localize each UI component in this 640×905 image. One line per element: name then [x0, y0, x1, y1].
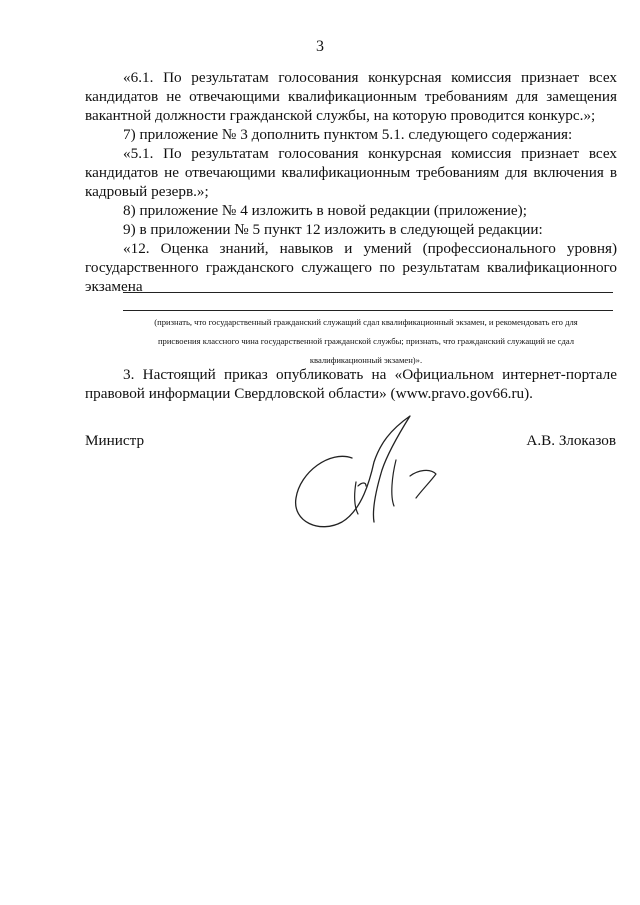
footnote-line-1: (признать, что государственный гражданский служащий сдал квалификационный экзамен, и рекомендовать его для: [154, 317, 578, 327]
page-number: 3: [316, 38, 324, 55]
handwritten-signature: [290, 410, 450, 535]
paragraph-item-7: 7) приложение № 3 дополнить пунктом 5.1. следующего содержания:: [123, 126, 573, 143]
signatory-name: А.В. Злоказов: [526, 432, 616, 449]
paragraph-12: «12. Оценка знаний, навыков и умений (профессионального уровня) государственного гражданского служащего по результатам квалификационного экзамена: [85, 240, 617, 295]
signatory-title: Министр: [85, 432, 145, 449]
footnote-caption: [105, 313, 627, 370]
blank-line-1: [123, 292, 613, 293]
blank-line-2: [123, 310, 613, 311]
paragraph-item-9: 9) в приложении № 5 пункт 12 изложить в следующей редакции:: [123, 221, 543, 238]
signature-stroke-loop: [296, 416, 410, 527]
document-body: [85, 68, 617, 296]
footnote-line-2: присвоения классного чина государственной гражданской службы; признать, что гражданский служащий не сдал: [157, 336, 575, 346]
paragraph-6-1: «6.1. По результатам голосования конкурсная комиссия признает всех кандидатов не отвечающими квалификационным требованиям для замещения вакантной должности гражданской службы, на которую проводится конкурс.»;: [85, 69, 617, 124]
paragraph-5-1: «5.1. По результатам голосования конкурсная комиссия признает всех кандидатов не отвечающими квалификационным требованиям для включения в кадровый резерв.»;: [85, 145, 617, 200]
signature-stroke-tail: [392, 460, 436, 506]
paragraph-3-text: 3. Настоящий приказ опубликовать на «Официальном интернет-портале правовой информации Свердловской области» (www.pravo.gov66.ru).: [85, 366, 617, 402]
footnote-line-3: квалификационный экзамен)».: [309, 355, 423, 365]
paragraph-item-8: 8) приложение № 4 изложить в новой редакции (приложение);: [123, 202, 527, 219]
paragraph-3-publish: [85, 365, 617, 403]
signature-stroke-inner: [355, 482, 366, 514]
